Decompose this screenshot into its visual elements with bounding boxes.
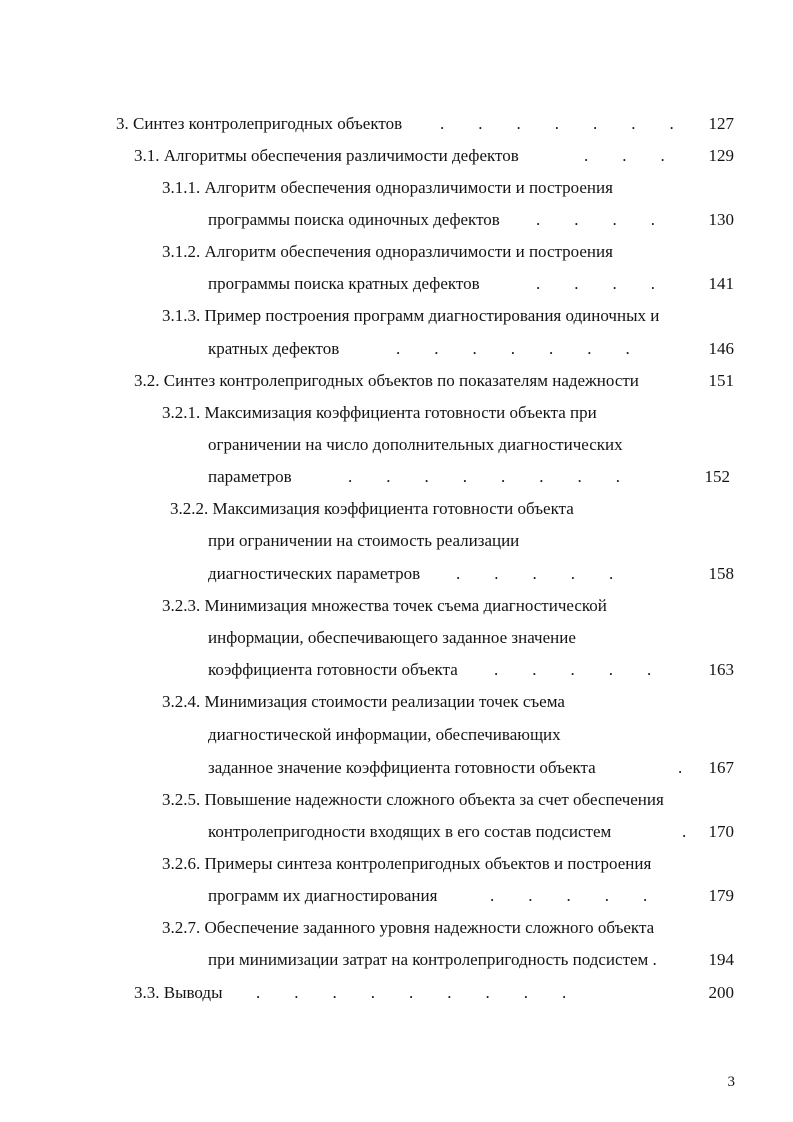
toc-page-152: 152 (704, 467, 730, 486)
toc-entry-3-1: 3.1. Алгоритмы обеспечения различимости дефектов (134, 146, 519, 165)
leader-dots: . . . . . (456, 564, 614, 583)
toc-entry-3-1-2: 3.1.2. Алгоритм обеспечения одноразличимости и построения (162, 242, 613, 261)
toc-entry-3-2-1: 3.2.1. Максимизация коэффициента готовности объекта при (162, 403, 597, 422)
toc-page-127: 127 (708, 114, 734, 133)
leader-dots: . . . . . . . . . (256, 983, 567, 1002)
toc-entry-3-2-6: 3.2.6. Примеры синтеза контролепригодных объектов и построения (162, 854, 652, 873)
toc-entry-3-2-7: 3.2.7. Обеспечение заданного уровня надежности сложного объекта (162, 918, 655, 937)
toc-page-130: 130 (708, 210, 734, 229)
toc-entry-3-2-2-cont2: диагностических параметров (208, 564, 421, 583)
toc-entry-3-3: 3.3. Выводы (134, 983, 223, 1002)
toc-page-194: 194 (708, 950, 734, 969)
toc-entry-3-1-2-cont: программы поиска кратных дефектов (208, 274, 480, 293)
toc-entry-3-2-2-cont: при ограничении на стоимость реализации (208, 531, 520, 550)
leader-dots: . (678, 758, 683, 777)
toc-entry-3-2-7-cont: при минимизации затрат на контролепригодность подсистем . (208, 950, 657, 969)
toc-page-200: 200 (708, 983, 734, 1002)
toc-entry-3-1-1-cont: программы поиска одиночных дефектов (208, 210, 500, 229)
leader-dots: . . . . . . . . (348, 467, 620, 486)
toc-page-146: 146 (708, 339, 734, 358)
toc-page-129: 129 (708, 146, 734, 165)
leader-dots: . . . . . (494, 660, 652, 679)
toc-entry-3-2-2: 3.2.2. Максимизация коэффициента готовности объекта (170, 499, 574, 518)
toc-page-151: 151 (708, 371, 734, 390)
toc-entry-3-2-4-cont: диагностической информации, обеспечивающих (208, 725, 561, 744)
toc-entry-3-2-4-cont2: заданное значение коэффициента готовности объекта (208, 758, 596, 777)
toc-entry-3-1-3: 3.1.3. Пример построения программ диагностирования одиночных и (162, 306, 660, 325)
toc-page-163: 163 (708, 660, 734, 679)
leader-dots: . (682, 822, 687, 841)
toc-entry-3-1-3-cont: кратных дефектов (208, 339, 340, 358)
toc-entry-3-2-6-cont: программ их диагностирования (208, 886, 438, 905)
toc-entry-3: 3. Синтез контролепригодных объектов (116, 114, 403, 133)
leader-dots: . . . . (536, 274, 655, 293)
toc-entry-3-2-3-cont2: коэффициента готовности объекта (208, 660, 458, 679)
toc-entry-3-2-4: 3.2.4. Минимизация стоимости реализации точек съема (162, 692, 565, 711)
page-number: 3 (727, 1074, 735, 1090)
leader-dots: . . . (584, 146, 665, 165)
leader-dots: . . . . . (490, 886, 648, 905)
toc-entry-3-2-1-cont2: параметров (208, 467, 292, 486)
toc-entry-3-2: 3.2. Синтез контролепригодных объектов по показателям надежности (134, 371, 639, 390)
toc-entry-3-2-3-cont: информации, обеспечивающего заданное значение (208, 628, 576, 647)
toc-entry-3-1-1: 3.1.1. Алгоритм обеспечения одноразличимости и построения (162, 178, 613, 197)
leader-dots: . . . . (536, 210, 655, 229)
toc-page-170: 170 (708, 822, 734, 841)
toc-entry-3-2-1-cont: ограничении на число дополнительных диагностических (208, 435, 623, 454)
toc-page-141: 141 (708, 274, 734, 293)
toc-entry-3-2-5: 3.2.5. Повышение надежности сложного объекта за счет обеспечения (162, 790, 664, 809)
toc-page-167: 167 (708, 758, 734, 777)
toc-entry-3-2-5-cont: контролепригодности входящих в его состав подсистем (208, 822, 612, 841)
leader-dots: . . . . . . . (440, 114, 674, 133)
leader-dots: . . . . . . . (396, 339, 630, 358)
toc-page-158: 158 (708, 564, 734, 583)
toc-entry-3-2-3: 3.2.3. Минимизация множества точек съема диагностической (162, 596, 607, 615)
toc-page-179: 179 (708, 886, 734, 905)
